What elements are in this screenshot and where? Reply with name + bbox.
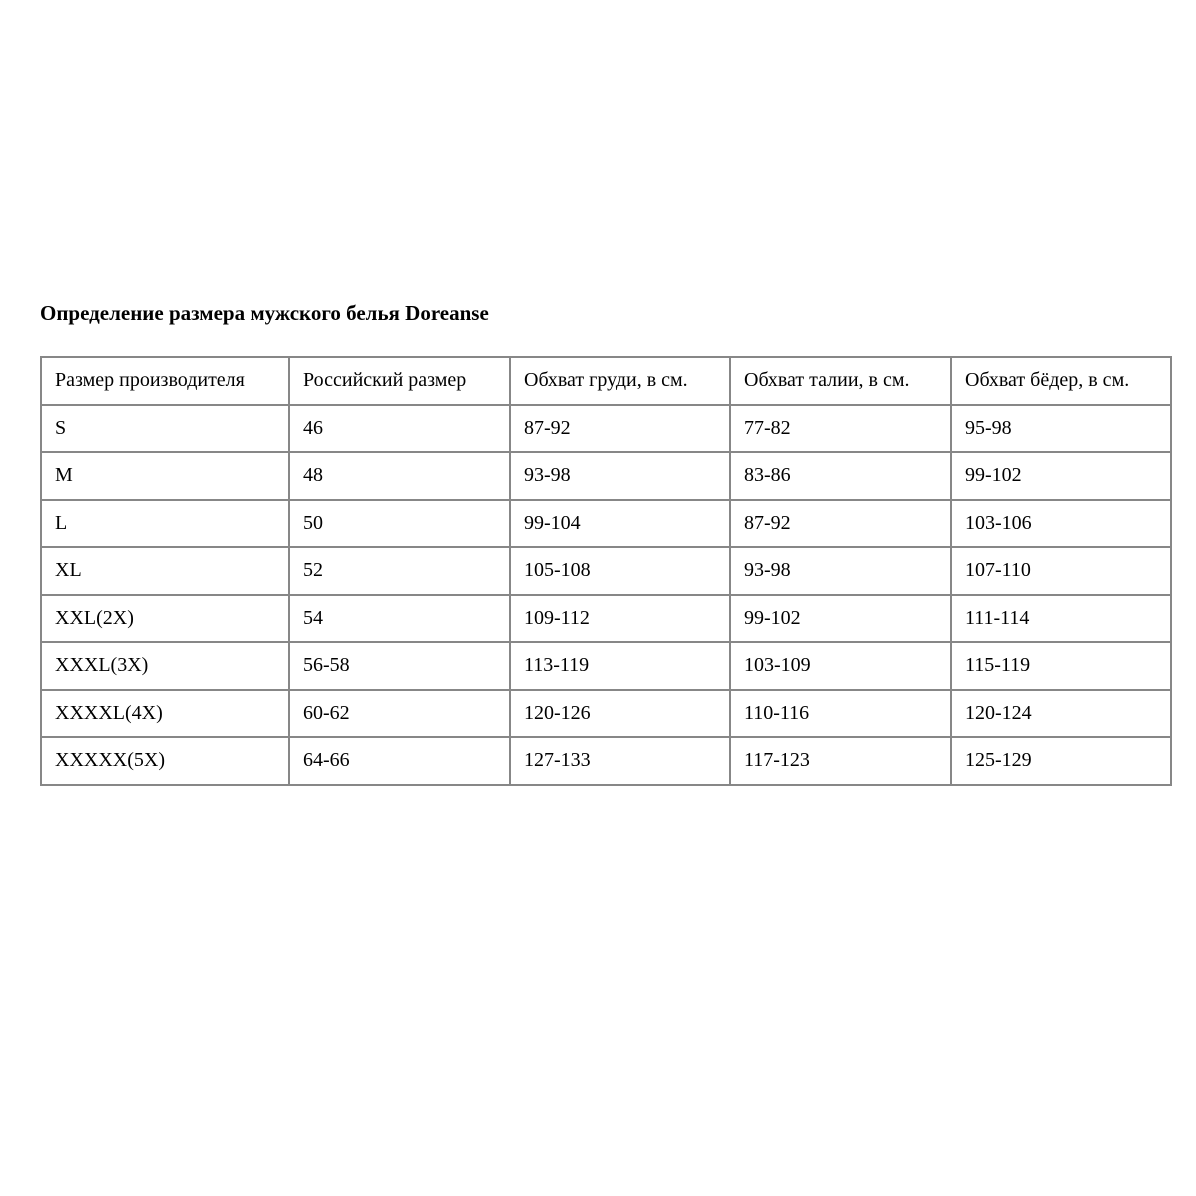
table-row [41, 737, 1171, 785]
table-cell: 120-126 [510, 690, 730, 738]
table-cell: 113-119 [510, 642, 730, 690]
table-cell: 99-102 [730, 595, 951, 643]
table-cell: 87-92 [510, 405, 730, 453]
table-cell: 93-98 [730, 547, 951, 595]
table-cell: 99-104 [510, 500, 730, 548]
size-table-header [41, 357, 1171, 405]
table-cell: 103-106 [951, 500, 1171, 548]
table-cell: 109-112 [510, 595, 730, 643]
table-cell: 77-82 [730, 405, 951, 453]
table-cell: 107-110 [951, 547, 1171, 595]
table-cell: 103-109 [730, 642, 951, 690]
page-title: Определение размера мужского белья Doreanse [40, 301, 489, 325]
table-cell: 105-108 [510, 547, 730, 595]
table-cell: 83-86 [730, 452, 951, 500]
column-header: Российский размер [289, 357, 510, 405]
column-header: Обхват груди, в см. [510, 357, 730, 405]
table-cell: XXXXX(5X) [41, 737, 289, 785]
table-row [41, 642, 1171, 690]
size-table-body [41, 405, 1171, 785]
table-cell: 46 [289, 405, 510, 453]
table-cell: S [41, 405, 289, 453]
table-cell: 110-116 [730, 690, 951, 738]
column-header: Обхват талии, в см. [730, 357, 951, 405]
column-header: Размер производителя [41, 357, 289, 405]
table-row [41, 452, 1171, 500]
table-cell: 125-129 [951, 737, 1171, 785]
table-row [41, 405, 1171, 453]
table-cell: 52 [289, 547, 510, 595]
table-cell: 117-123 [730, 737, 951, 785]
table-cell: 50 [289, 500, 510, 548]
size-table [40, 356, 1172, 786]
table-cell: 111-114 [951, 595, 1171, 643]
table-cell: XXXXL(4X) [41, 690, 289, 738]
table-cell: XXL(2X) [41, 595, 289, 643]
table-cell: 95-98 [951, 405, 1171, 453]
table-cell: 54 [289, 595, 510, 643]
table-row [41, 595, 1171, 643]
table-cell: 64-66 [289, 737, 510, 785]
table-row [41, 690, 1171, 738]
table-cell: 127-133 [510, 737, 730, 785]
table-cell: 115-119 [951, 642, 1171, 690]
table-cell: 87-92 [730, 500, 951, 548]
header-row [41, 357, 1171, 405]
table-cell: 93-98 [510, 452, 730, 500]
table-cell: 56-58 [289, 642, 510, 690]
table-cell: 48 [289, 452, 510, 500]
table-cell: M [41, 452, 289, 500]
table-cell: XL [41, 547, 289, 595]
table-row [41, 500, 1171, 548]
table-row [41, 547, 1171, 595]
table-cell: 120-124 [951, 690, 1171, 738]
table-cell: XXXL(3X) [41, 642, 289, 690]
table-cell: L [41, 500, 289, 548]
table-cell: 60-62 [289, 690, 510, 738]
table-cell: 99-102 [951, 452, 1171, 500]
column-header: Обхват бёдер, в см. [951, 357, 1171, 405]
